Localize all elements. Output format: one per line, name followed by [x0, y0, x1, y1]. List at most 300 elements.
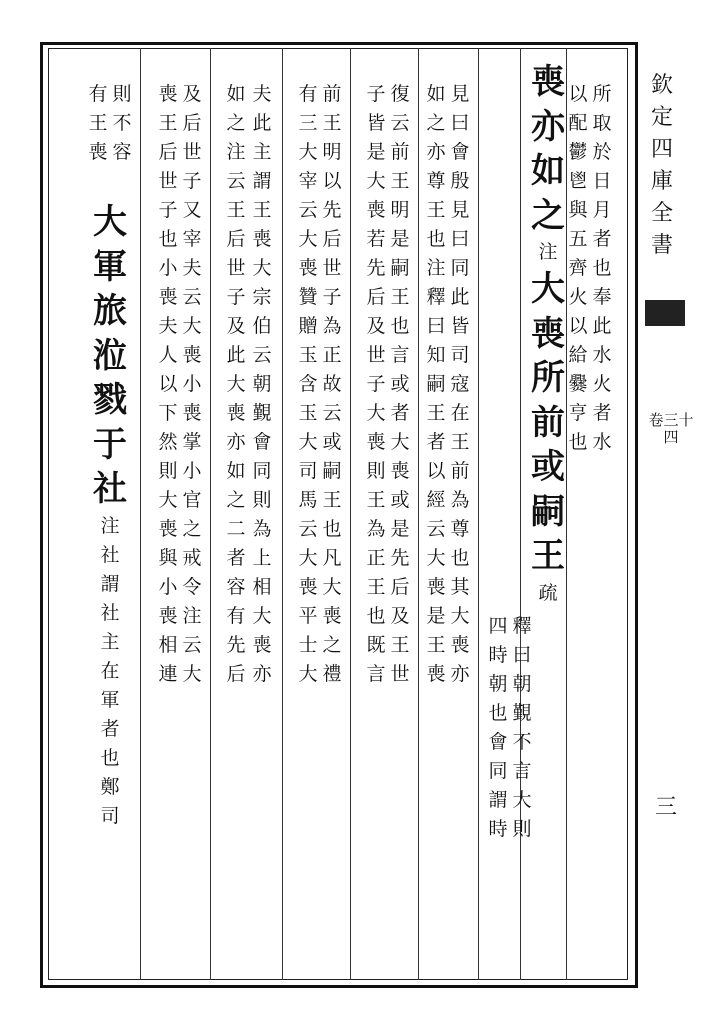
character: 嗣	[426, 373, 446, 395]
character: 下	[158, 402, 178, 424]
character: 者	[226, 547, 246, 569]
character: 王	[226, 199, 246, 221]
character: 喪	[426, 576, 446, 598]
character: 王	[450, 431, 470, 453]
character: 言	[512, 760, 532, 782]
character: 大	[298, 547, 318, 569]
character: 王	[426, 634, 446, 656]
character: 也	[100, 746, 120, 769]
character: 既	[366, 634, 386, 656]
character: 喪	[390, 460, 410, 482]
character: 也	[426, 228, 446, 250]
commentary-segment	[87, 80, 109, 167]
character: 王	[88, 112, 108, 134]
character: 子	[322, 286, 342, 308]
character: 在	[450, 402, 470, 424]
character: 尊	[450, 518, 470, 540]
character: 大	[252, 605, 272, 627]
character: 則	[512, 818, 532, 840]
character: 在	[100, 659, 120, 682]
text-column	[251, 80, 273, 689]
character: 齊	[568, 257, 588, 279]
character: 大	[182, 663, 202, 685]
character: 涖	[93, 335, 127, 376]
character: 先	[366, 257, 386, 279]
character: 不	[512, 731, 532, 753]
character: 前	[531, 402, 565, 443]
character: 大	[512, 789, 532, 811]
character: 見	[450, 83, 470, 105]
character: 覲	[512, 702, 532, 724]
character: 喪	[88, 141, 108, 163]
character: 大	[298, 663, 318, 685]
character: 官	[182, 489, 202, 511]
character: 大	[158, 489, 178, 511]
character: 會	[488, 731, 508, 753]
character: 王	[322, 112, 342, 134]
character: 或	[390, 489, 410, 511]
character: 於	[592, 141, 612, 163]
character: 者	[426, 431, 446, 453]
character: 是	[426, 605, 446, 627]
character: 鬯	[568, 170, 588, 192]
character: 嗣	[390, 257, 410, 279]
character: 伯	[252, 315, 272, 337]
commentary-segment	[425, 80, 447, 689]
commentary-segment	[251, 80, 273, 689]
character: 于	[93, 424, 127, 465]
character: 小	[182, 460, 202, 482]
character: 王	[322, 489, 342, 511]
character: 宗	[252, 286, 272, 308]
character: 同	[488, 760, 508, 782]
commentary-segment	[225, 80, 247, 689]
character: 朝	[512, 673, 532, 695]
character: 火	[592, 373, 612, 395]
margin-header-char: 欽	[650, 73, 673, 98]
character: 嗣	[531, 491, 565, 532]
character: 之	[182, 518, 202, 540]
margin-volume-note: 卷三十四	[648, 411, 694, 446]
character: 則	[112, 83, 132, 105]
character: 復	[390, 83, 410, 105]
character: 前	[390, 141, 410, 163]
character: 嗣	[322, 460, 342, 482]
character: 疏	[538, 581, 558, 604]
character: 王	[390, 286, 410, 308]
character: 世	[390, 663, 410, 685]
character: 與	[158, 547, 178, 569]
character: 亦	[531, 106, 565, 147]
character: 者	[100, 717, 120, 740]
character: 后	[390, 576, 410, 598]
character: 云	[226, 170, 246, 192]
character: 同	[450, 257, 470, 279]
character: 釋	[512, 615, 532, 637]
character: 此	[252, 112, 272, 134]
character: 之	[322, 634, 342, 656]
character: 喪	[252, 634, 272, 656]
character: 此	[592, 315, 612, 337]
character: 注	[182, 605, 202, 627]
character: 王	[390, 634, 410, 656]
character: 言	[390, 344, 410, 366]
character: 月	[592, 199, 612, 221]
character: 以	[568, 83, 588, 105]
character: 正	[322, 344, 342, 366]
character: 喪	[531, 62, 565, 102]
text-column	[181, 80, 203, 689]
character: 司	[450, 344, 470, 366]
character: 取	[592, 112, 612, 134]
character: 軍	[93, 246, 127, 287]
character: 者	[592, 228, 612, 250]
character: 皆	[366, 112, 386, 134]
character: 朝	[252, 373, 272, 395]
character: 王	[366, 576, 386, 598]
character: 上	[252, 547, 272, 569]
text-column	[389, 80, 411, 689]
character: 之	[226, 489, 246, 511]
character: 先	[322, 199, 342, 221]
character: 容	[112, 141, 132, 163]
commentary-segment	[111, 80, 133, 167]
character: 亨	[568, 402, 588, 424]
commentary-segment	[321, 80, 343, 689]
character: 曰	[426, 315, 446, 337]
character: 此	[226, 344, 246, 366]
character: 也	[366, 605, 386, 627]
text-column	[425, 80, 447, 689]
character: 會	[252, 431, 272, 453]
character: 是	[390, 228, 410, 250]
character: 后	[226, 663, 246, 685]
character: 后	[158, 141, 178, 163]
character: 日	[592, 170, 612, 192]
character: 謂	[252, 170, 272, 192]
text-column	[90, 200, 130, 831]
character: 亦	[450, 663, 470, 685]
margin-header	[649, 70, 675, 262]
character: 喪	[298, 257, 318, 279]
character: 子	[158, 199, 178, 221]
character: 掌	[182, 431, 202, 453]
character: 若	[366, 228, 386, 250]
character: 配	[568, 112, 588, 134]
character: 也	[488, 702, 508, 724]
character: 是	[366, 141, 386, 163]
character: 主	[100, 630, 120, 653]
character: 云	[298, 518, 318, 540]
character: 贊	[298, 286, 318, 308]
character: 喪	[531, 313, 565, 354]
character: 平	[298, 605, 318, 627]
commentary-segment	[511, 612, 533, 844]
commentary-segment	[537, 579, 559, 608]
text-column	[321, 80, 343, 689]
commentary-segment	[157, 80, 179, 689]
character: 王	[366, 489, 386, 511]
character: 或	[322, 431, 342, 453]
margin-header-char: 定	[650, 105, 673, 130]
character: 寇	[450, 373, 470, 395]
character: 夫	[158, 315, 178, 337]
character: 鄭	[100, 775, 120, 798]
character: 喪	[158, 83, 178, 105]
character: 釋	[426, 286, 446, 308]
character: 注	[226, 141, 246, 163]
character: 禮	[322, 663, 342, 685]
character: 故	[322, 373, 342, 395]
character: 云	[182, 634, 202, 656]
character: 相	[158, 634, 178, 656]
character: 大	[93, 202, 127, 242]
character: 給	[568, 344, 588, 366]
character: 有	[88, 83, 108, 105]
character: 注	[426, 257, 446, 279]
character: 明	[322, 141, 342, 163]
character: 喪	[182, 402, 202, 424]
character: 二	[226, 518, 246, 540]
character: 世	[226, 257, 246, 279]
character: 注	[538, 241, 558, 263]
character: 大	[298, 141, 318, 163]
character: 小	[158, 257, 178, 279]
character: 所	[592, 83, 612, 105]
character: 先	[390, 547, 410, 569]
character: 喪	[450, 634, 470, 656]
character: 有	[298, 83, 318, 105]
character: 小	[158, 576, 178, 598]
character: 此	[450, 286, 470, 308]
text-column	[591, 80, 613, 457]
character: 不	[112, 112, 132, 134]
character: 士	[298, 634, 318, 656]
character: 世	[322, 257, 342, 279]
character: 注	[100, 514, 120, 537]
character: 云	[298, 199, 318, 221]
commentary-segment	[297, 80, 319, 689]
character: 容	[226, 576, 246, 598]
character: 世	[182, 141, 202, 163]
character: 時	[488, 644, 508, 666]
character: 喪	[158, 605, 178, 627]
character: 以	[568, 315, 588, 337]
character: 見	[450, 199, 470, 221]
character: 是	[390, 518, 410, 540]
character: 火	[568, 286, 588, 308]
character: 有	[226, 605, 246, 627]
character: 喪	[366, 431, 386, 453]
margin-header-char: 全	[650, 201, 673, 226]
character: 然	[158, 431, 178, 453]
character: 子	[366, 373, 386, 395]
character: 如	[226, 460, 246, 482]
character: 鬱	[568, 141, 588, 163]
text-column	[111, 80, 133, 167]
character: 大	[298, 228, 318, 250]
character: 社	[100, 601, 120, 624]
main-text-segment	[528, 60, 568, 238]
character: 大	[182, 315, 202, 337]
character: 大	[252, 257, 272, 279]
margin-header-char: 書	[650, 233, 673, 258]
character: 大	[298, 431, 318, 453]
character: 也	[390, 315, 410, 337]
character: 大	[390, 431, 410, 453]
character: 奉	[592, 286, 612, 308]
character: 者	[592, 402, 612, 424]
character: 王	[158, 112, 178, 134]
character: 五	[568, 228, 588, 250]
character: 戮	[93, 380, 127, 420]
text-column	[87, 80, 109, 167]
character: 亦	[226, 431, 246, 453]
page-number: 三	[655, 795, 678, 820]
character: 大	[450, 605, 470, 627]
commentary-segment	[567, 80, 589, 457]
character: 明	[390, 199, 410, 221]
character: 曰	[450, 112, 470, 134]
character: 言	[366, 663, 386, 685]
character: 如	[226, 83, 246, 105]
character: 玉	[298, 344, 318, 366]
character: 則	[158, 460, 178, 482]
character: 時	[488, 818, 508, 840]
commentary-segment	[365, 80, 387, 689]
character: 之	[531, 195, 565, 236]
character: 社	[93, 469, 127, 509]
character: 云	[426, 518, 446, 540]
character: 亦	[252, 663, 272, 685]
character: 也	[450, 547, 470, 569]
main-text-segment	[528, 267, 568, 579]
character: 宰	[298, 170, 318, 192]
character: 知	[426, 344, 446, 366]
character: 尊	[426, 170, 446, 192]
character: 含	[298, 373, 318, 395]
margin-header-char: 四	[650, 137, 673, 162]
character: 王	[531, 536, 565, 576]
commentary-segment	[537, 238, 559, 267]
character: 戒	[182, 547, 202, 569]
character: 軍	[100, 688, 120, 711]
character: 夫	[182, 257, 202, 279]
character: 大	[366, 402, 386, 424]
character: 王	[426, 199, 446, 221]
character: 皆	[450, 315, 470, 337]
character: 云	[182, 286, 202, 308]
character: 如	[531, 151, 565, 191]
character: 所	[531, 358, 565, 398]
text-column	[487, 612, 509, 844]
character: 曰	[512, 644, 532, 666]
character: 覲	[252, 402, 272, 424]
character: 相	[252, 576, 272, 598]
character: 宰	[182, 228, 202, 250]
character: 及	[366, 315, 386, 337]
character: 喪	[182, 344, 202, 366]
character: 則	[366, 460, 386, 482]
commentary-segment	[449, 80, 471, 689]
character: 后	[366, 286, 386, 308]
fishtail-mark	[645, 300, 685, 326]
character: 玉	[298, 402, 318, 424]
character: 喪	[426, 663, 446, 685]
character: 喪	[252, 228, 272, 250]
character: 曰	[450, 228, 470, 250]
character: 夫	[252, 83, 272, 105]
character: 喪	[226, 402, 246, 424]
character: 則	[252, 489, 272, 511]
character: 也	[592, 257, 612, 279]
character: 云	[252, 344, 272, 366]
character: 先	[226, 634, 246, 656]
character: 為	[450, 489, 470, 511]
character: 殷	[450, 170, 470, 192]
character: 大	[426, 547, 446, 569]
character: 司	[100, 804, 120, 827]
character: 四	[488, 615, 508, 637]
text-column	[297, 80, 319, 689]
character: 水	[592, 344, 612, 366]
character: 馬	[298, 489, 318, 511]
character: 也	[568, 431, 588, 453]
character: 子	[182, 170, 202, 192]
character: 王	[390, 170, 410, 192]
character: 凡	[322, 547, 342, 569]
text-column	[528, 60, 568, 608]
character: 也	[158, 228, 178, 250]
text-column	[449, 80, 471, 689]
character: 小	[182, 373, 202, 395]
character: 人	[158, 344, 178, 366]
character: 三	[298, 112, 318, 134]
character: 前	[450, 460, 470, 482]
character: 經	[426, 489, 446, 511]
character: 大	[322, 576, 342, 598]
character: 連	[158, 663, 178, 685]
commentary-segment	[99, 512, 121, 831]
character: 喪	[158, 286, 178, 308]
character: 司	[298, 460, 318, 482]
text-column	[225, 80, 247, 689]
character: 后	[226, 228, 246, 250]
character: 喪	[298, 576, 318, 598]
character: 謂	[488, 789, 508, 811]
main-text-segment	[90, 200, 130, 512]
character: 以	[426, 460, 446, 482]
character: 及	[390, 605, 410, 627]
commentary-segment	[181, 80, 203, 689]
character: 主	[252, 141, 272, 163]
character: 大	[226, 373, 246, 395]
character: 喪	[158, 518, 178, 540]
character: 喪	[366, 199, 386, 221]
character: 或	[390, 373, 410, 395]
character: 王	[426, 402, 446, 424]
character: 云	[322, 402, 342, 424]
character: 王	[252, 199, 272, 221]
text-column	[567, 80, 589, 457]
character: 旅	[93, 291, 127, 331]
character: 以	[322, 170, 342, 192]
character: 以	[158, 373, 178, 395]
margin-header-char: 庫	[650, 169, 673, 194]
commentary-segment	[487, 612, 509, 844]
character: 喪	[322, 605, 342, 627]
text-column	[365, 80, 387, 689]
